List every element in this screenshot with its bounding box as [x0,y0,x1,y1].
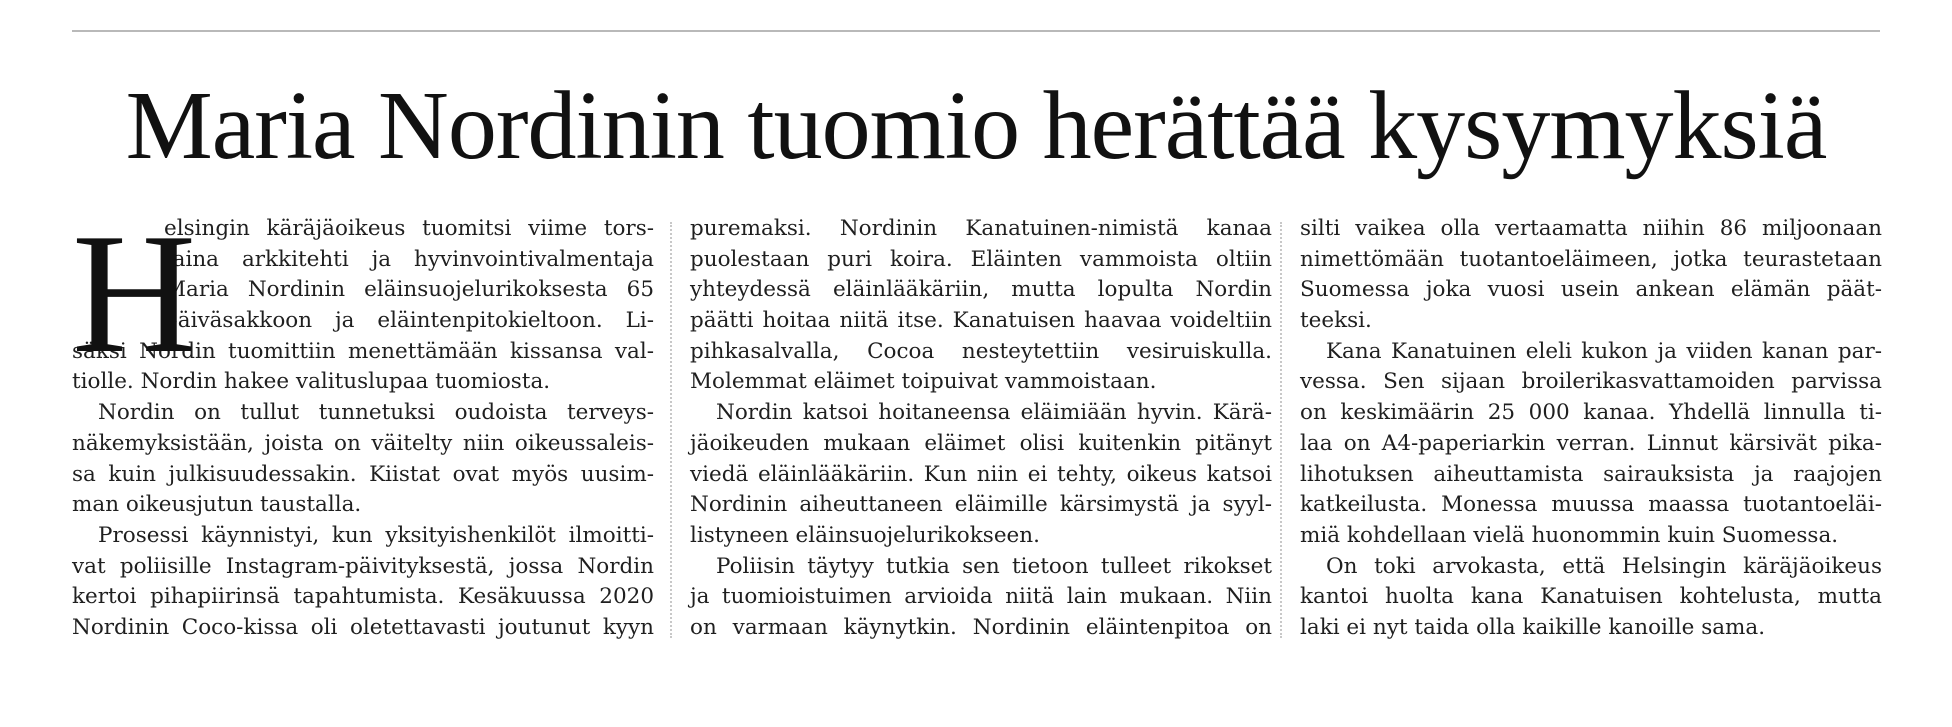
text-line: elsingin käräjäoikeus tuomitsi viime tors- [164,216,654,241]
text-line: nimettömään tuotantoeläimeen, jotka teurastetaan [1300,246,1882,272]
article-column-2 [690,214,1272,644]
headline: Maria Nordinin tuomio herättää kysymyksiä [125,72,1827,180]
column-divider [670,222,672,638]
text-line: Prosessi käynnistyi, kun yksityishenkilöt ilmoitti- [98,522,654,548]
text-line: yhteydessä eläinlääkäriin, mutta lopulta Nordin [690,277,1272,303]
text-line: silti vaikea olla vertaamatta niihin 86 miljoonaan [1300,216,1882,241]
text-line: on keskimäärin 25 000 kanaa. Yhdellä linnulla ti- [1300,400,1882,426]
text-line: viedä eläinlääkäriin. Kun niin ei tehty, oikeus katsoi [690,461,1272,487]
text-line: säksi Nordin tuomittiin menettämään kissansa val- [72,338,654,364]
text-line: Nordinin Coco-kissa oli oletettavasti joutunut kyyn [72,614,654,640]
text-line: kantoi huolta kana Kanatuisen kohtelusta, mutta [1300,584,1882,610]
text-line: miä kohdellaan vielä huonommin kuin Suomessa. [1300,522,1839,548]
text-line: katkeilusta. Monessa muussa maassa tuotantoeläi- [1300,492,1882,518]
text-line: päiväsakkoon ja eläintenpitokieltoon. Li- [164,308,654,334]
text-line: vat poliisille Instagram-päivityksestä, jossa Nordin [72,553,654,579]
text-line: laa on A4-paperiarkin verran. Linnut kärsivät pika- [1300,430,1882,456]
text-line: lihotuksen aiheuttamista sairauksista ja raajojen [1300,461,1882,487]
column-divider [1280,222,1282,638]
text-line: On toki arvokasta, että Helsingin käräjäoikeus [1326,553,1882,579]
text-line: listyneen eläinsuojelurikokseen. [690,522,1040,548]
top-rule [72,30,1880,32]
text-line: man oikeusjutun taustalla. [72,492,362,518]
text-line: tiolle. Nordin hakee valituslupaa tuomiosta. [72,369,551,395]
text-line: Nordinin aiheuttaneen eläimille kärsimystä ja syyl- [690,492,1272,518]
text-line: laki ei nyt taida olla kaikille kanoille sama. [1300,614,1766,640]
text-line: puremaksi. Nordinin Kanatuinen-nimistä kanaa [690,216,1272,241]
text-line: Suomessa joka vuosi usein ankean elämän päät- [1300,277,1882,303]
text-line: Nordin on tullut tunnetuksi oudoista terveys- [98,400,654,426]
text-line: sa kuin julkisuudessakin. Kiistat ovat myös uusim- [72,461,654,487]
text-line: Kana Kanatuinen eleli kukon ja viiden kanan par- [1326,338,1882,364]
text-line: puolestaan puri koira. Eläinten vammoista oltiin [690,246,1272,272]
text-line: Molemmat eläimet toipuivat vammoistaan. [690,369,1157,395]
text-line: Maria Nordinin eläinsuojelurikoksesta 65 [164,277,654,303]
text-line: vessa. Sen sijaan broilerikasvattamoiden parvissa [1300,369,1882,395]
drop-cap: H [72,199,197,389]
text-line: pihkasalvalla, Cocoa nesteytettiin vesiruiskulla. [690,338,1272,364]
text-line: on varmaan käynytkin. Nordinin eläintenpitoa on [690,614,1272,640]
article-column-1 [72,199,654,644]
text-line: teeksi. [1300,308,1372,334]
text-line: päätti hoitaa niitä itse. Kanatuisen haavaa voideltiin [690,308,1272,334]
article-column-3 [1300,214,1882,644]
text-line: Nordin katsoi hoitaneensa eläimiään hyvin. Kärä- [716,400,1272,426]
text-line: näkemyksistään, joista on väitelty niin oikeussaleis- [72,430,654,456]
text-line: kertoi pihapiirinsä tapahtumista. Kesäkuussa 2020 [72,584,654,610]
text-line: ja tuomioistuimen arvioida niitä lain mukaan. Niin [690,584,1272,610]
text-line: Poliisin täytyy tutkia sen tietoon tulleet rikokset [716,553,1272,579]
text-line: jäoikeuden mukaan eläimet olisi kuitenkin pitänyt [690,430,1272,456]
text-line: taina arkkitehti ja hyvinvointivalmentaja [164,246,654,272]
